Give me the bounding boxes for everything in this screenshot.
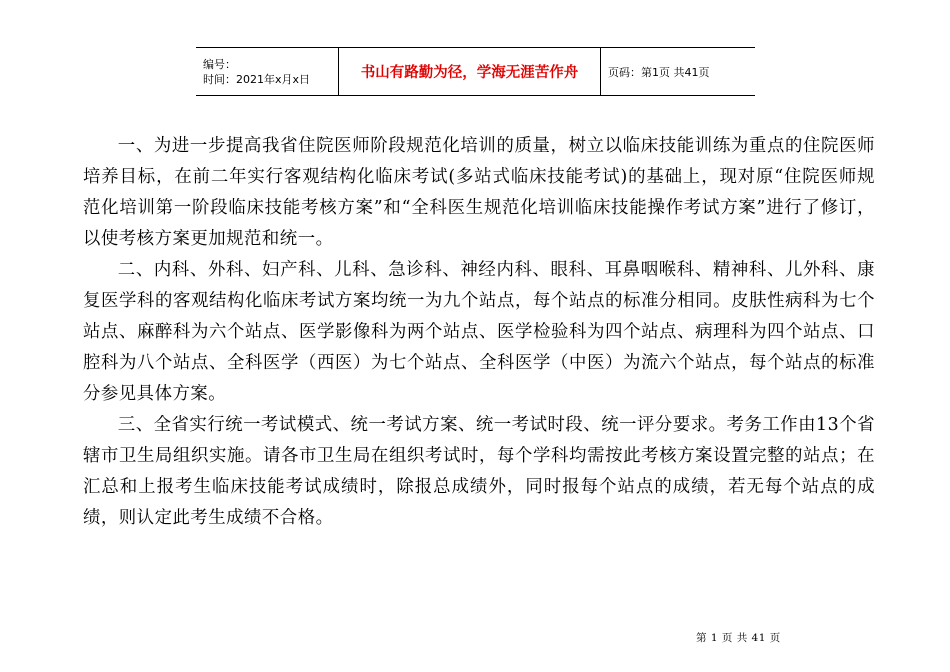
document-header [196, 47, 755, 96]
number-label: 编号： [203, 57, 236, 71]
date-label: 时间：2021年x月x日 [203, 72, 311, 86]
paragraph-1: 一、为进一步提高我省住院医师阶段规范化培训的质量，树立以临床技能训练为重点的住院医师培养目标，在前二年实行客观结构化临床考试(多站式临床技能考试)的基础上，现对原“住院医师规范化培训第一阶段临床技能考核方案”和“全科医生规范化培训临床技能操作考试方案”进行了修订，以使考核方案更加规范和统一。 [83, 136, 875, 249]
paragraph-3: 三、全省实行统一考试模式、统一考试方案、统一考试时段、统一评分要求。考务工作由13个省辖市卫生局组织实施。请各市卫生局在组织考试时，每个学科均需按此考核方案设置完整的站点；在汇总和上报考生临床技能考试成绩时，除报总成绩外，同时报每个站点的成绩，若无每个站点的成绩，则认定此考生成绩不合格。 [83, 415, 875, 528]
document-body [83, 131, 875, 534]
header-page-cell [601, 48, 755, 95]
motto-text: 书山有路勤为径，学海无涯苦作舟 [360, 65, 579, 81]
header-page-info: 页码：第1页 共41页 [608, 65, 710, 79]
page-footer: 第 1 页 共 41 页 [696, 632, 781, 644]
header-motto-cell [339, 48, 601, 95]
header-meta-cell [196, 48, 339, 95]
paragraph-2: 二、内科、外科、妇产科、儿科、急诊科、神经内科、眼科、耳鼻咽喉科、精神科、儿外科、康复医学科的客观结构化临床考试方案均统一为九个站点，每个站点的标准分相同。皮肤性病科为七个站点、麻醉科为六个站点、医学影像科为两个站点、医学检验科为四个站点、病理科为四个站点、口腔科为八个站点、全科医学（西医）为七个站点、全科医学（中医）为流六个站点，每个站点的标准分参见具体方案。 [83, 260, 875, 404]
